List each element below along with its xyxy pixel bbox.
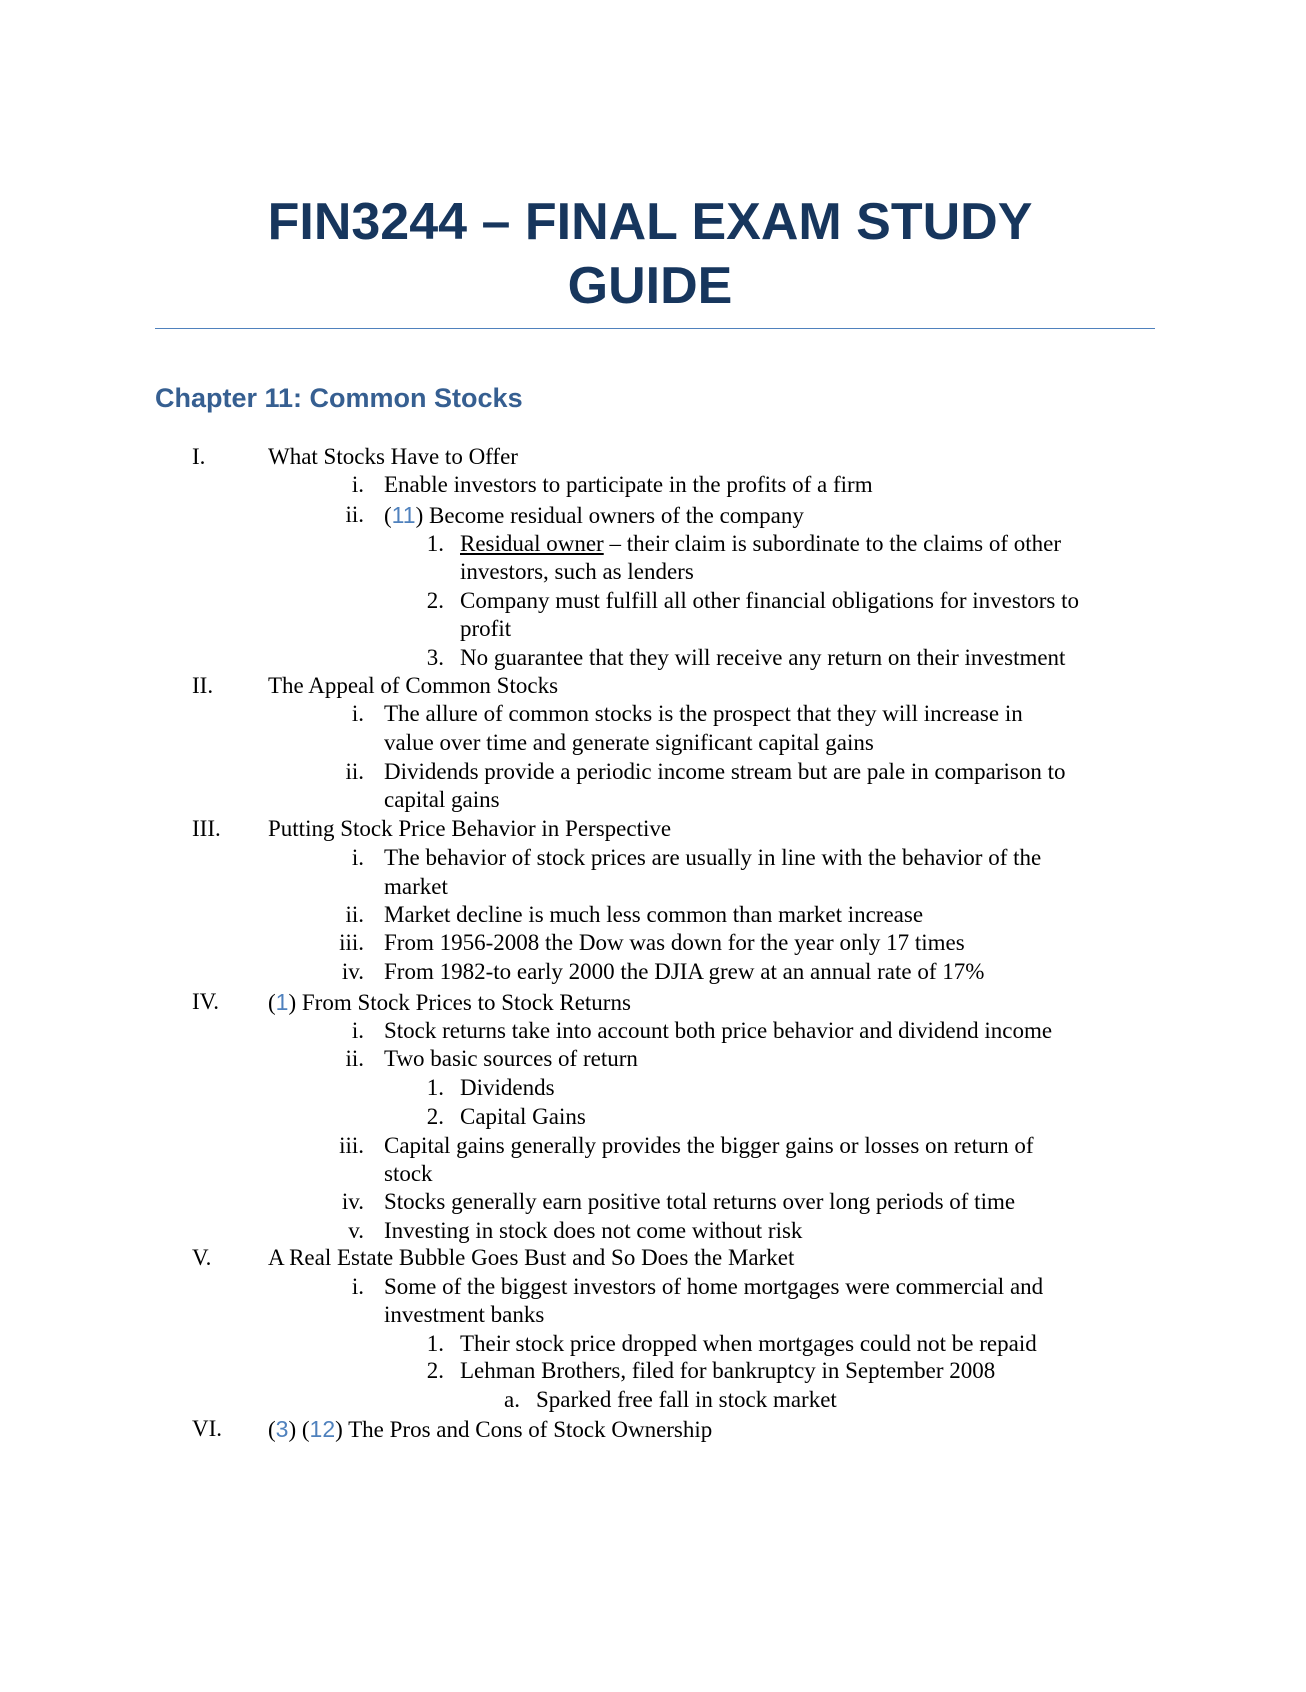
section-number: III. — [192, 816, 221, 841]
item-text: From 1956-2008 the Dow was down for the year only 17 times — [384, 930, 965, 955]
subitem-number: 1. — [426, 1075, 444, 1100]
item-number: ii. — [345, 1046, 364, 1071]
subitem-number: 2. — [426, 588, 444, 613]
item-text: Stocks generally earn positive total returns over long periods of time — [384, 1189, 1016, 1214]
item-text — [384, 501, 804, 530]
item-number: ii. — [345, 759, 364, 784]
section-title: The Appeal of Common Stocks — [268, 673, 559, 698]
item-continuation: investment banks — [384, 1302, 545, 1327]
subitem-text: Their stock price dropped when mortgages could not be repaid — [460, 1331, 1037, 1356]
subitem-continuation: profit — [460, 616, 512, 641]
item-continuation: capital gains — [384, 787, 500, 812]
section-number: VI. — [192, 1416, 223, 1441]
section-title — [268, 1415, 712, 1444]
subitem-text: No guarantee that they will receive any return on their investment — [460, 645, 1066, 670]
subitem-number: 3. — [426, 645, 444, 670]
section-number: II. — [192, 673, 214, 698]
subitem-text — [460, 530, 1061, 558]
subitem-text: Company must fulfill all other financial obligations for investors to — [460, 588, 1079, 613]
item-text: The behavior of stock prices are usually in line with the behavior of the — [384, 845, 1042, 870]
section-number: V. — [192, 1245, 212, 1270]
item-text: Two basic sources of return — [384, 1046, 638, 1071]
subitem-continuation: investors, such as lenders — [460, 559, 694, 584]
reference-number: 11 — [391, 502, 416, 528]
item-text: Some of the biggest investors of home mortgages were commercial and — [384, 1274, 1044, 1299]
item-number: i. — [351, 1274, 364, 1299]
item-number: i. — [351, 845, 364, 870]
paren-open: ( — [268, 1417, 276, 1442]
subitem-text: Lehman Brothers, filed for bankruptcy in September 2008 — [460, 1358, 996, 1383]
paren-open: ( — [384, 503, 392, 528]
paren-separator: ) ( — [288, 1417, 310, 1442]
item-text: Enable investors to participate in the profits of a firm — [384, 472, 873, 497]
item-number: i. — [351, 701, 364, 726]
item-number: iii. — [339, 1133, 364, 1158]
subsubitem-text: Sparked free fall in stock market — [536, 1387, 837, 1412]
reference-number: 1 — [275, 989, 289, 1015]
subsubitem-number: a. — [504, 1387, 520, 1412]
item-number: i. — [351, 1018, 364, 1043]
underlined-term: Residual owner — [460, 531, 604, 556]
subitem-body: – their claim is subordinate to the claims of other — [603, 531, 1062, 556]
item-number: i. — [351, 472, 364, 497]
subitem-number: 1. — [426, 1331, 444, 1356]
chapter-heading: Chapter 11: Common Stocks — [155, 383, 523, 413]
item-text: Capital gains generally provides the bigger gains or losses on return of — [384, 1133, 1034, 1158]
item-body: ) Become residual owners of the company — [415, 503, 804, 528]
section-number: I. — [192, 444, 206, 469]
item-continuation: market — [384, 874, 448, 899]
section-title — [268, 988, 631, 1017]
item-text: Dividends provide a periodic income stream but are pale in comparison to — [384, 759, 1066, 784]
item-continuation: value over time and generate significant capital gains — [384, 730, 874, 755]
item-text: Investing in stock does not come without risk — [384, 1218, 803, 1243]
reference-number: 12 — [309, 1416, 336, 1442]
item-text: Stock returns take into account both price behavior and dividend income — [384, 1018, 1053, 1043]
item-number: ii. — [345, 902, 364, 927]
item-number: ii. — [345, 502, 364, 527]
item-continuation: stock — [384, 1161, 433, 1186]
item-number: iv. — [341, 1189, 364, 1214]
item-text: Market decline is much less common than market increase — [384, 902, 924, 927]
section-number: IV. — [192, 989, 220, 1014]
section-title: A Real Estate Bubble Goes Bust and So Does the Market — [268, 1245, 795, 1270]
item-text: The allure of common stocks is the prospect that they will increase in — [384, 701, 1023, 726]
subitem-number: 1. — [426, 531, 444, 556]
item-number: v. — [348, 1218, 364, 1243]
item-number: iv. — [341, 959, 364, 984]
section-title-body: ) From Stock Prices to Stock Returns — [288, 990, 631, 1015]
section-title: Putting Stock Price Behavior in Perspective — [268, 816, 672, 841]
subitem-text: Dividends — [460, 1075, 555, 1100]
subitem-text: Capital Gains — [460, 1104, 586, 1129]
section-title: What Stocks Have to Offer — [268, 444, 518, 469]
title-line-2: GUIDE — [567, 257, 733, 315]
item-text: From 1982-to early 2000 the DJIA grew at an annual rate of 17% — [384, 959, 985, 984]
section-title-body: ) The Pros and Cons of Stock Ownership — [335, 1417, 713, 1442]
subitem-number: 2. — [426, 1104, 444, 1129]
paren-open: ( — [268, 990, 276, 1015]
title-line-1: FIN3244 – FINAL EXAM STUDY — [267, 193, 1033, 251]
item-number: iii. — [339, 930, 364, 955]
document-title — [155, 190, 1145, 318]
reference-number: 3 — [275, 1416, 289, 1442]
title-divider — [155, 328, 1155, 329]
subitem-number: 2. — [426, 1358, 444, 1383]
